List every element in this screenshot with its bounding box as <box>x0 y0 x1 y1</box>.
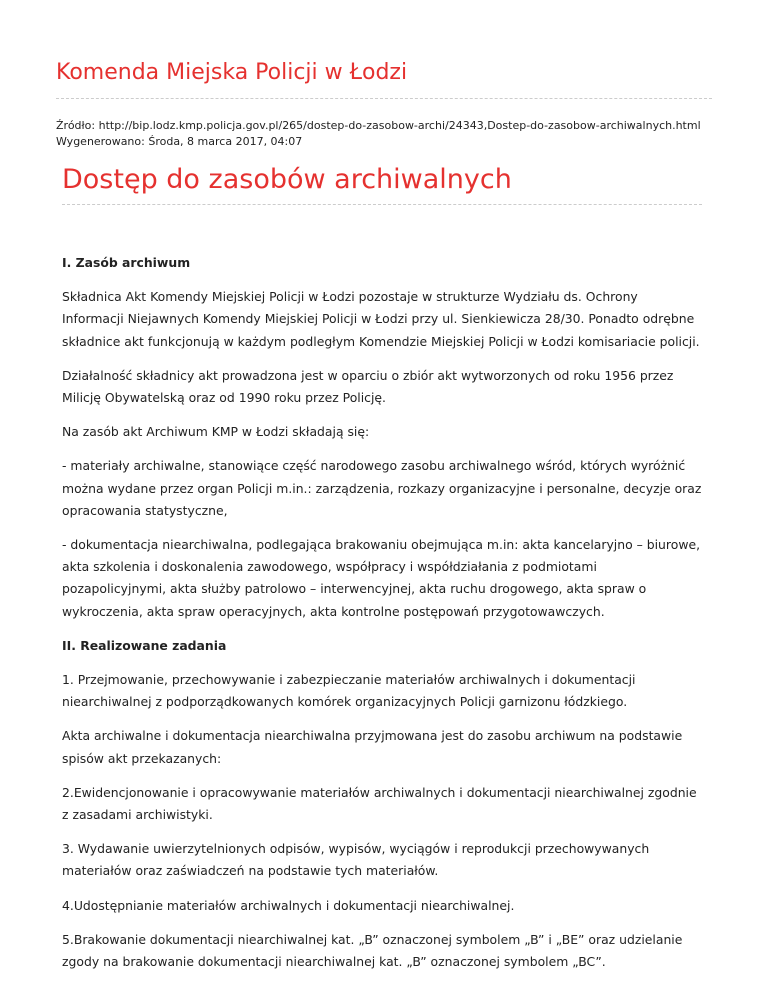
header-divider <box>56 98 712 99</box>
site-title[interactable]: Komenda Miejska Policji w Łodzi <box>56 60 408 85</box>
section-heading: II. Realizowane zadania <box>62 637 227 653</box>
paragraph: Akta archiwalne i dokumentacja niearchiwalna przyjmowana jest do zasobu archiwum na podstawie spisów akt przekazanych: <box>62 728 683 766</box>
source-label: Źródło: <box>56 119 96 132</box>
paragraph: - dokumentacja niearchiwalna, podlegająca brakowaniu obejmująca m.in: akta kancelaryjno – biurowe, akta szkolenia i doskonalenia zawodowego, współpracy i współdziałania z podmiotami pozapolicyjnymi, akta służby patrolowo – interwencyjnej, akta ruchu drogowego, akta spraw o wykroczenia, akta spraw operacyjnych, akta kontrolne postępowań przygotowawczych. <box>62 537 701 619</box>
generated-date: Środa, 8 marca 2017, 04:07 <box>148 135 303 148</box>
title-divider <box>62 204 702 205</box>
paragraph: 2.Ewidencjonowanie i opracowywanie materiałów archiwalnych i dokumentacji niearchiwalnej zgodnie z zasadami archiwistyki. <box>62 784 697 823</box>
print-meta <box>56 118 701 150</box>
paragraph: 1. Przejmowanie, przechowywanie i zabezpieczanie materiałów archiwalnych i dokumentacji niearchiwalnej z podporządkowanych komórek organizacyjnych Policji garnizonu łódzkiego. <box>62 672 636 710</box>
generated-line <box>56 134 701 150</box>
paragraph: 5.Brakowanie dokumentacji niearchiwalnej kat. „B” oznaczonej symbolem „B” i „BE” oraz udzielanie zgody na brakowanie dokumentacji niearchiwalnej kat. „B” oznaczonej symbolem „BC”. <box>62 931 683 970</box>
paragraph: Składnica Akt Komendy Miejskiej Policji w Łodzi pozostaje w strukturze Wydziału ds. Ochrony Informacji Niejawnych Komendy Miejskiej Policji w Łodzi przy ul. Sienkiewicza 28/30. Ponadto odrębne składnice akt funkcjonują w każdym podległym Komendzie Miejskiej Policji w Łodzi komisariacie policji. <box>62 289 700 349</box>
article-content <box>62 252 702 985</box>
source-line <box>56 118 701 134</box>
paragraph: 4.Udostępnianie materiałów archiwalnych i dokumentacji niearchiwalnej. <box>62 897 515 913</box>
generated-label: Wygenerowano: <box>56 135 145 148</box>
paragraph: Na zasób akt Archiwum KMP w Łodzi składają się: <box>62 424 370 440</box>
paragraph: Działalność składnicy akt prowadzona jest w oparciu o zbiór akt wytworzonych od roku 1956 przez Milicję Obywatelską oraz od 1990 roku przez Policję. <box>62 367 674 406</box>
section-heading: I. Zasób archiwum <box>62 255 191 270</box>
paragraph: - materiały archiwalne, stanowiące część narodowego zasobu archiwalnego wśród, których wyróżnić można wydane przez organ Policji m.in.: zarządzenia, rozkazy organizacyjne i personalne, decyzje oraz opracowania statystyczne, <box>62 458 702 518</box>
source-url[interactable]: http://bip.lodz.kmp.policja.gov.pl/265/dostep-do-zasobow-archi/24343,Dostep-do-zasobow-archiwalnych.html <box>98 119 701 132</box>
paragraph: 3. Wydawanie uwierzytelnionych odpisów, wypisów, wyciągów i reprodukcji przechowywanych materiałów oraz zaświadczeń na podstawie tych materiałów. <box>62 841 650 879</box>
page-title: Dostęp do zasobów archiwalnych <box>62 164 512 195</box>
